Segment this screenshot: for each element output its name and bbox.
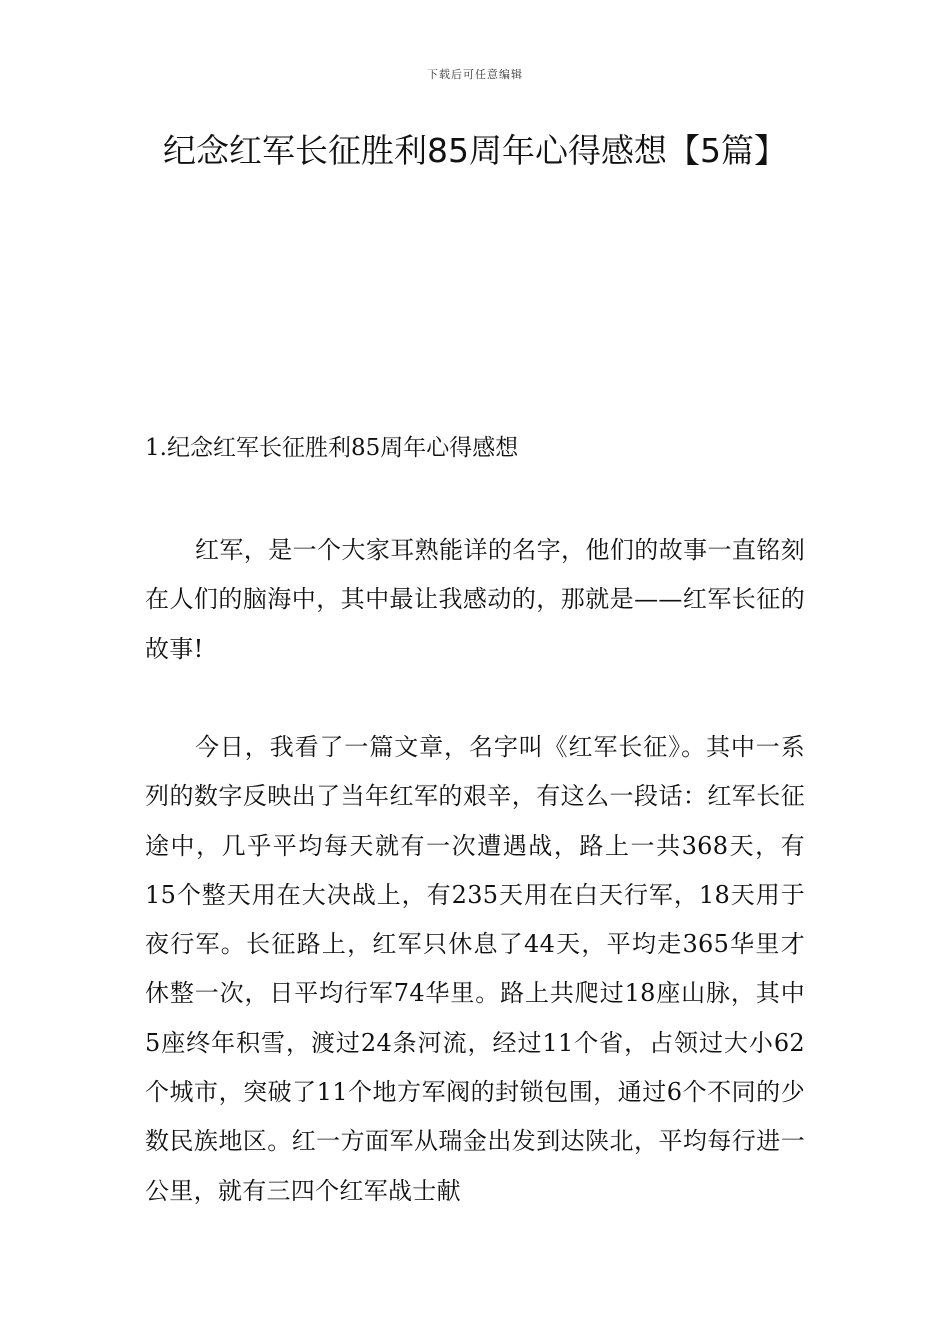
section-heading: 1.纪念红军长征胜利85周年心得感想 (145, 435, 519, 461)
body-paragraph-2: 今日，我看了一篇文章，名字叫《红军长征》。其中一系列的数字反映出了当年红军的艰辛，有这么一段话：红军长征途中，几乎平均每天就有一次遭遇战，路上一共368天，有15个整天用在大决战上，有235天用在白天行军，18天用于夜行军。长征路上，红军只休息了44天，平均走365华里才休整一次，日平均行军74华里。路上共爬过18座山脉，其中5座终年积雪，渡过24条河流，经过11个省，占领过大小62个城市，突破了11个地方军阀的封锁包围，通过6个不同的少数民族地区。红一方面军从瑞金出发到达陕北，平均每行进一公里，就有三四个红军战士献 (145, 733, 805, 1205)
body-paragraph-1: 红军，是一个大家耳熟能详的名字，他们的故事一直铭刻在人们的脑海中，其中最让我感动的，那就是——红军长征的故事! (145, 536, 805, 663)
header-note: 下载后可任意编辑 (427, 68, 523, 81)
document-title: 纪念红军长征胜利85周年心得感想【5篇】 (163, 131, 787, 170)
